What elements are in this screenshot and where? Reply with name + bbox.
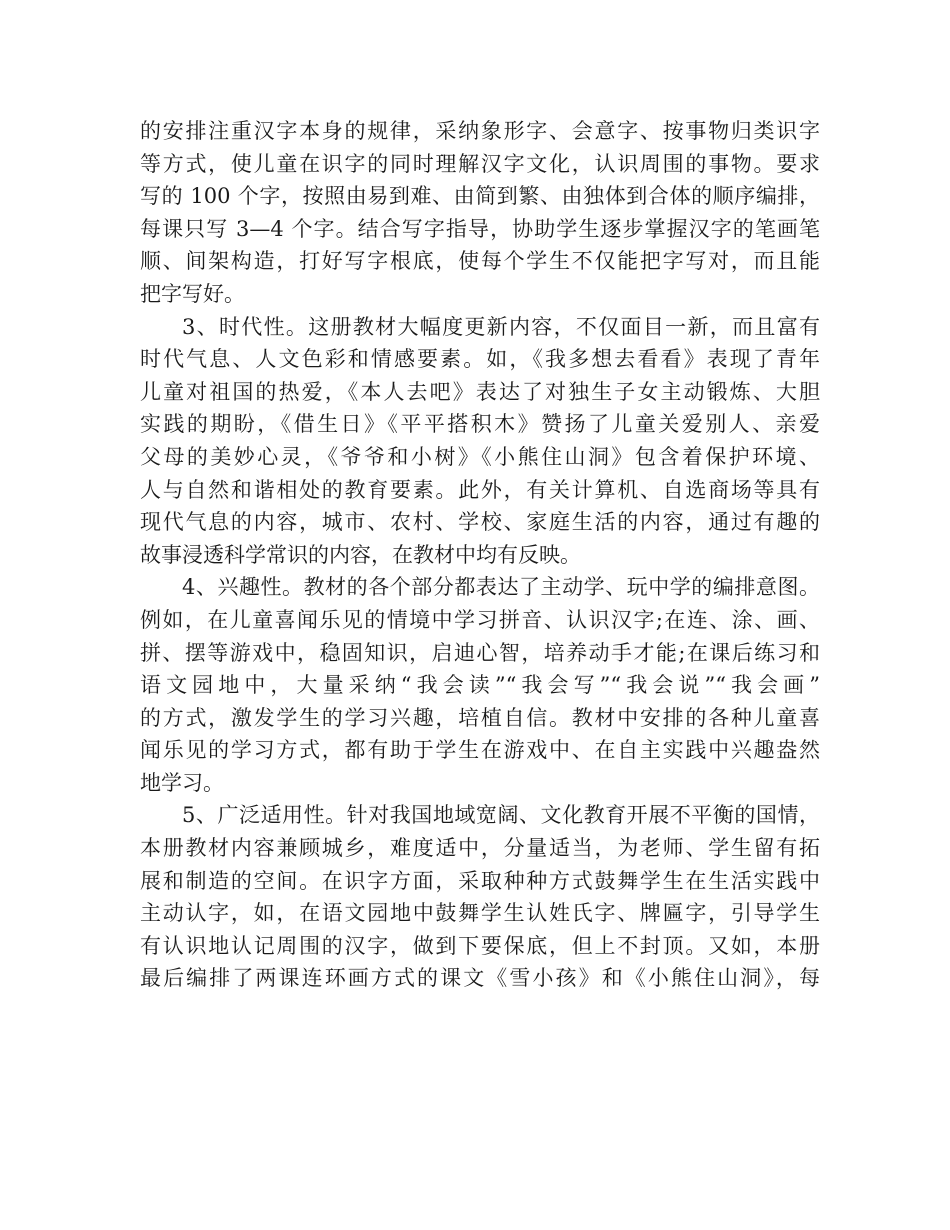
text-line: 实践的期盼，《借生日》《平平搭积木》赞扬了儿童关爱别人、亲爱 [140,412,820,437]
document-page [140,115,820,995]
paragraph-4 [140,799,820,995]
text-line: 拼、摆等游戏中，稳固知识，启迪心智，培养动手才能;在课后练习和 [140,640,820,665]
text-line: 写的 100 个字，按照由易到难、由简到繁、由独体到合体的顺序编排， [140,184,820,209]
text-line: 最后编排了两课连环画方式的课文《雪小孩》和《小熊住山洞》，每 [140,966,820,991]
text-line: 展和制造的空间。在识字方面，采取种种方式鼓舞学生在生活实践中 [140,868,820,893]
paragraph-2 [140,311,820,572]
text-line: 5、广泛适用性。针对我国地域宽阔、文化教育开展不平衡的国情， [182,803,820,828]
text-line: 人与自然和谐相处的教育要素。此外，有关计算机、自选商场等具有 [140,477,820,502]
text-line: 4、兴趣性。教材的各个部分都表达了主动学、玩中学的编排意图。 [182,575,820,600]
paragraph-1 [140,115,820,311]
text-line: 例如，在儿童喜闻乐见的情境中学习拼音、认识汉字;在连、涂、画、 [140,607,820,632]
text-line: 有认识地认记周围的汉字，做到下要保底，但上不封顶。又如，本册 [140,933,820,958]
text-line: 等方式，使儿童在识字的同时理解汉字文化，认识周围的事物。要求 [140,151,820,176]
text-line: 地学习。 [140,770,224,795]
text-line: 把字写好。 [140,281,245,306]
text-line: 闻乐见的学习方式，都有助于学生在游戏中、在自主实践中兴趣盎然 [140,738,820,763]
paragraph-3 [140,571,820,799]
text-line: 现代气息的内容，城市、农村、学校、家庭生活的内容，通过有趣的 [140,510,820,535]
text-line: 每课只写 3—4 个字。结合写字指导，协助学生逐步掌握汉字的笔画笔 [140,216,820,241]
text-line: 时代气息、人文色彩和情感要素。如，《我多想去看看》表现了青年 [140,347,820,372]
text-line: 3、时代性。这册教材大幅度更新内容，不仅面目一新，而且富有 [182,314,820,339]
text-line: 儿童对祖国的热爱，《本人去吧》表达了对独生子女主动锻炼、大胆 [140,379,820,404]
text-line: 的方式，激发学生的学习兴趣，培植自信。教材中安排的各种儿童喜 [140,705,820,730]
text-line: 父母的美妙心灵，《爷爷和小树》《小熊住山洞》包含着保护环境、 [140,444,820,469]
text-line: 顺、间架构造，打好写字根底，使每个学生不仅能把字写对，而且能 [140,249,820,274]
text-line: 语文园地中，大量采纳“我会读”“我会写”“我会说”“我会画” [140,673,820,698]
text-line: 本册教材内容兼顾城乡，难度适中，分量适当，为老师、学生留有拓 [140,836,820,861]
text-line: 主动认字，如，在语文园地中鼓舞学生认姓氏字、牌匾字，引导学生 [140,901,820,926]
text-line: 的安排注重汉字本身的规律，采纳象形字、会意字、按事物归类识字 [140,119,820,143]
text-line: 故事浸透科学常识的内容，在教材中均有反映。 [140,542,581,567]
